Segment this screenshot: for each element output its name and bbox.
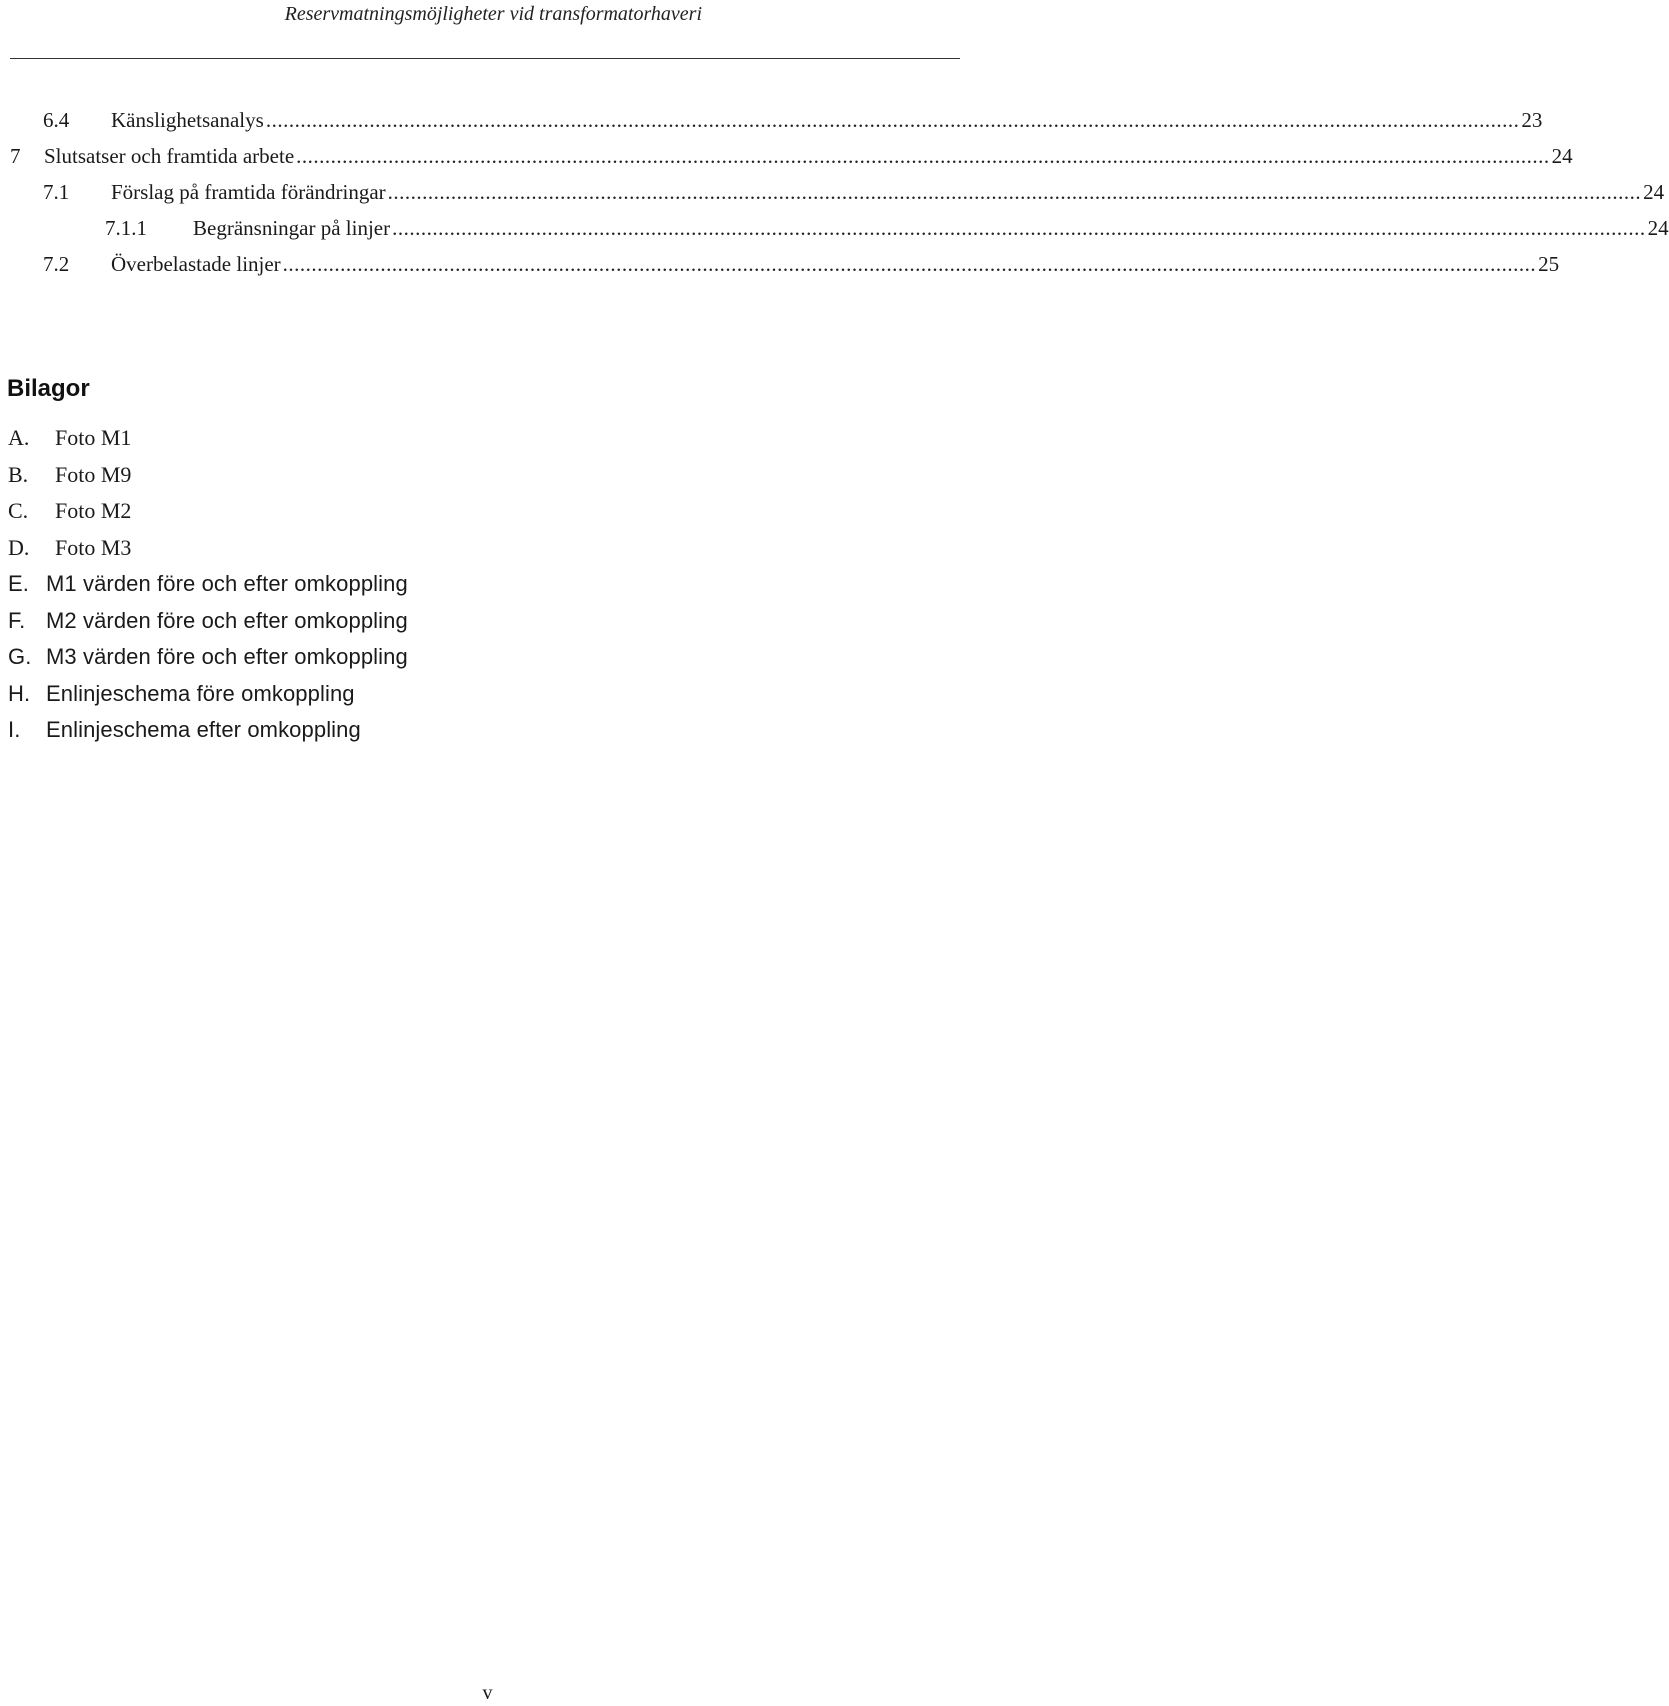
appendix-item <box>8 530 948 567</box>
appendix-title: M2 värden före och efter omkoppling <box>46 607 408 633</box>
appendix-item <box>8 603 948 640</box>
toc-entry-page: 23 <box>1521 108 1543 132</box>
toc-entry-number: 6.4 <box>43 108 70 132</box>
toc-dot-leader: .......................................................................................................................................................................................................................... <box>282 252 1537 276</box>
toc-dot-leader: .......................................................................................................................................................................................................................... <box>265 108 1520 132</box>
toc-dot-leader: .......................................................................................................................................................................................................................... <box>387 180 1642 204</box>
toc-entry[interactable] <box>10 210 1669 246</box>
toc-entry[interactable] <box>10 246 1560 282</box>
appendix-letter: H. <box>8 680 31 706</box>
toc-dot-leader: .......................................................................................................................................................................................................................... <box>296 144 1550 168</box>
header-divider <box>10 58 960 59</box>
appendix-letter: D. <box>8 534 30 560</box>
toc-entry-title: Förslag på framtida förändringar <box>111 180 386 204</box>
toc-entry[interactable] <box>10 102 1543 138</box>
table-of-contents <box>10 102 1669 282</box>
toc-entry-page: 24 <box>1647 216 1669 240</box>
appendix-letter: A. <box>8 425 30 450</box>
appendix-title: Foto M3 <box>55 534 132 560</box>
toc-entry-page: 24 <box>1643 180 1665 204</box>
page-number: v <box>482 1682 493 1704</box>
appendix-letter: C. <box>8 498 29 523</box>
toc-entry-number: 7 <box>10 144 21 168</box>
appendix-item <box>8 493 948 530</box>
toc-entry[interactable] <box>10 174 1665 210</box>
appendix-letter: I. <box>8 717 21 742</box>
toc-dot-leader: .......................................................................................................................................................................................................................... <box>392 216 1646 240</box>
appendix-item <box>8 457 948 494</box>
toc-entry[interactable] <box>10 138 1573 174</box>
appendix-letter: B. <box>8 461 29 487</box>
appendix-item <box>8 712 948 749</box>
toc-entry-number: 7.1.1 <box>105 216 147 240</box>
appendix-title: Foto M2 <box>55 498 132 523</box>
toc-entry-title: Känslighetsanalys <box>111 108 264 132</box>
appendix-title: Foto M9 <box>55 461 132 487</box>
toc-entry-number: 7.1 <box>43 180 70 204</box>
toc-entry-title: Begränsningar på linjer <box>193 216 391 240</box>
toc-entry-title: Slutsatser och framtida arbete <box>44 144 295 168</box>
appendix-title: M1 värden före och efter omkoppling <box>46 571 408 596</box>
toc-entry-number: 7.2 <box>43 252 70 276</box>
toc-entry-title: Överbelastade linjer <box>111 252 281 276</box>
appendix-title: Enlinjeschema före omkoppling <box>46 680 355 706</box>
toc-entry-page: 25 <box>1538 252 1560 276</box>
appendix-title: M3 värden före och efter omkoppling <box>46 644 408 669</box>
appendix-item <box>8 639 948 676</box>
appendix-letter: G. <box>8 644 32 669</box>
appendix-letter: F. <box>8 607 26 633</box>
toc-entry-page: 24 <box>1551 144 1573 168</box>
appendix-item <box>8 420 948 457</box>
running-header-title: Reservmatningsmöjligheter vid transformatorhaveri <box>284 3 702 25</box>
appendix-title: Foto M1 <box>55 425 132 450</box>
appendix-letter: E. <box>8 571 29 596</box>
appendix-title: Enlinjeschema efter omkoppling <box>46 717 361 742</box>
appendix-item <box>8 566 948 603</box>
appendix-item <box>8 676 948 713</box>
appendix-list <box>8 420 948 749</box>
appendix-heading: Bilagor <box>7 375 90 402</box>
